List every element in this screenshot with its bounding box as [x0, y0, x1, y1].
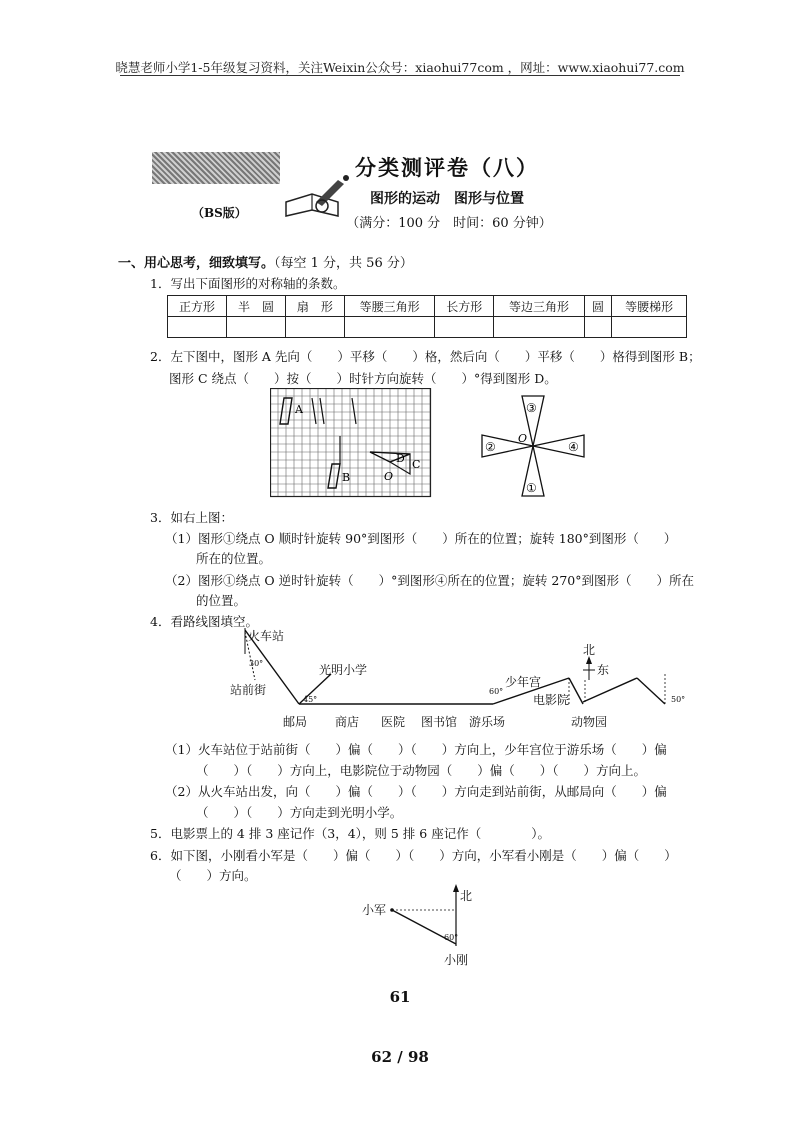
answer-cell[interactable] — [612, 317, 687, 338]
grid-figure — [270, 388, 432, 498]
answer-cell[interactable] — [435, 317, 494, 338]
table-cell: 长方形 — [435, 296, 494, 317]
edition-label: （BS版） — [192, 206, 247, 220]
page-subtitle: 图形的运动 图形与位置 — [370, 191, 524, 207]
table-row — [168, 296, 687, 317]
q3-p2a: （2）图形①绕点 O 逆时针旋转（ ）°到图形④所在的位置；旋转 270°到图形（ ）所在 — [165, 573, 694, 588]
xiaojun-label: 小军 — [362, 903, 387, 917]
place-cinema: 电影院 — [533, 693, 570, 707]
answer-cell[interactable] — [226, 317, 285, 338]
table-cell: 正方形 — [168, 296, 227, 317]
page-title: 分类测评卷（八） — [355, 155, 539, 180]
page-counter: 62 / 98 — [371, 1048, 429, 1066]
score-time: （满分：100 分 时间：60 分钟） — [346, 216, 552, 231]
angle-label: 60° — [489, 687, 504, 696]
q6-line2: （ ）方向。 — [169, 868, 257, 883]
angle-label: 30° — [249, 659, 264, 668]
direction-figure — [360, 882, 480, 970]
answer-cell[interactable] — [584, 317, 612, 338]
place-post-office: 邮局 — [283, 715, 308, 729]
label-b: B — [342, 471, 351, 484]
answer-cell[interactable] — [168, 317, 227, 338]
angle-label: 50° — [671, 695, 686, 704]
q4-p2a: （2）从火车站出发，向（ ）偏（ ）（ ）方向走到站前街，从邮局向（ ）偏 — [165, 784, 667, 799]
place-guangming-school: 光明小学 — [319, 663, 368, 677]
site-header: 晓慧老师小学1-5年级复习资料，关注Weixin公众号：xiaohui77com ，网址：www.xiaohui77.com — [115, 60, 685, 75]
label-4: ④ — [568, 440, 579, 454]
section-note: （每空 1 分，共 56 分） — [274, 256, 413, 271]
section-heading — [118, 252, 413, 271]
page-number: 61 — [389, 988, 411, 1006]
label-d: D — [396, 452, 405, 465]
answer-cell[interactable] — [285, 317, 344, 338]
north-label: 北 — [460, 889, 473, 903]
q6-line1: 6．如下图，小刚看小军是（ ）偏（ ）（ ）方向，小军看小刚是（ ）偏（ ） — [150, 848, 677, 863]
q4-p1a: （1）火车站位于站前街（ ）偏（ ）（ ）方向上，少年宫位于游乐场（ ）偏 — [165, 742, 667, 757]
q5-text: 5．电影票上的 4 排 3 座记作（3，4），则 5 排 6 座记作（ ）。 — [150, 826, 550, 841]
pinwheel-figure — [478, 392, 588, 502]
place-hospital: 医院 — [381, 715, 406, 729]
label-a: A — [295, 403, 303, 416]
label-o: O — [384, 470, 394, 483]
place-store: 商店 — [335, 715, 360, 729]
q3-p2b: 的位置。 — [196, 593, 247, 608]
header-divider — [120, 75, 680, 76]
q1-text: 1．写出下面图形的对称轴的条数。 — [150, 276, 346, 291]
table-cell: 等腰梯形 — [612, 296, 687, 317]
place-amusement-park: 游乐场 — [469, 715, 506, 729]
table-cell: 半 圆 — [226, 296, 285, 317]
label-2: ② — [485, 440, 496, 454]
place-train-station: 火车站 — [248, 629, 285, 643]
route-map — [225, 624, 705, 736]
place-youth-palace: 少年宫 — [505, 675, 542, 689]
north-label: 北 — [583, 643, 596, 657]
table-cell: 等腰三角形 — [344, 296, 434, 317]
angle-label: 60° — [444, 933, 459, 942]
q4-p1b: （ ）（ ）方向上，电影院位于动物园（ ）偏（ ）（ ）方向上。 — [196, 763, 647, 778]
q3-text: 3．如右上图： — [150, 510, 233, 525]
q3-p1b: 所在的位置。 — [196, 551, 272, 566]
angle-label: 45° — [303, 695, 318, 704]
label-c: C — [412, 458, 421, 471]
q4-text: 4．看路线图填空。 — [150, 614, 258, 629]
place-zhanqian-street: 站前街 — [230, 683, 267, 697]
q2-line1: 2．左下图中，图形 A 先向（ ）平移（ ）格，然后向（ ）平移（ ）格得到图形 B； — [150, 349, 701, 364]
table-row — [168, 317, 687, 338]
east-label: 东 — [597, 663, 610, 677]
xiaogang-label: 小刚 — [444, 953, 469, 967]
answer-cell[interactable] — [494, 317, 584, 338]
section-label: 一、用心思考，细致填写。 — [118, 256, 275, 271]
place-library: 图书馆 — [421, 715, 458, 729]
place-zoo: 动物园 — [571, 715, 608, 729]
q3-p1a: （1）图形①绕点 O 顺时针旋转 90°到图形（ ）所在的位置；旋转 180°到图形（ ） — [165, 531, 677, 546]
label-3: ③ — [526, 401, 537, 415]
label-o: O — [518, 432, 528, 445]
table-cell: 等边三角形 — [494, 296, 584, 317]
table-cell: 扇 形 — [285, 296, 344, 317]
answer-cell[interactable] — [344, 317, 434, 338]
table-cell: 圆 — [584, 296, 612, 317]
q4-p2b: （ ）（ ）方向走到光明小学。 — [196, 805, 403, 820]
symmetry-table — [167, 295, 687, 338]
q2-line2: 图形 C 绕点（ ）按（ ）时针方向旋转（ ）°得到图形 D。 — [169, 371, 557, 386]
label-1: ① — [526, 481, 537, 495]
